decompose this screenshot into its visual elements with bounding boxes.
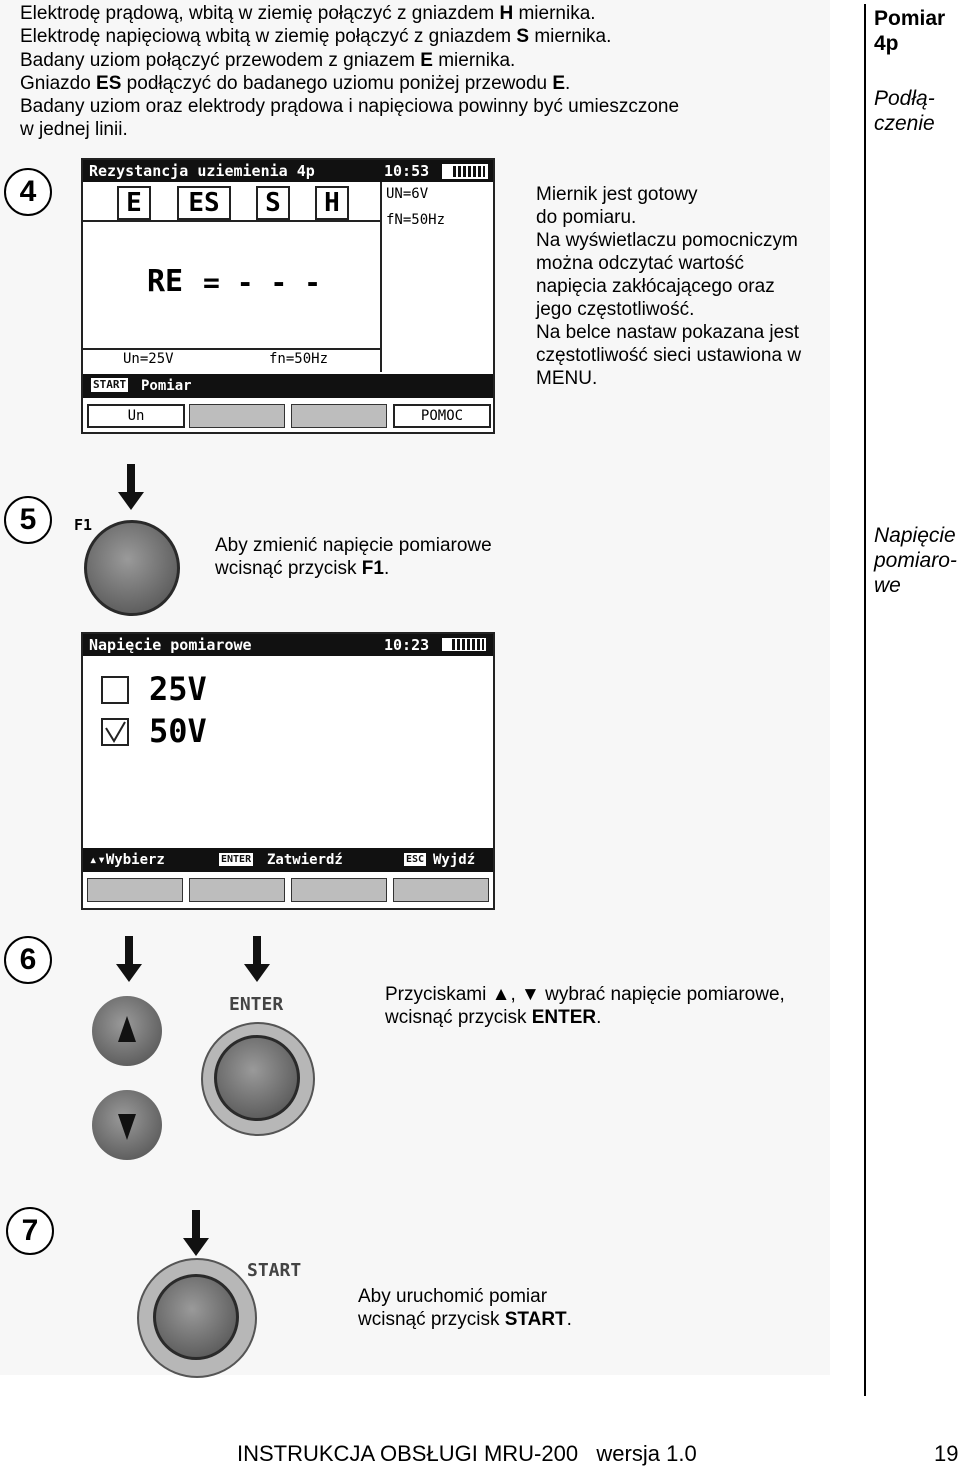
screen-2-title-bar: Napięcie pomiarowe — [83, 634, 386, 656]
interference-voltage-readout: UN=6V — [386, 186, 429, 202]
socket-h-indicator: H — [315, 186, 349, 220]
intro-line-5: Badany uziom oraz elektrody prądowa i napięciowa powinny być umieszczone — [20, 96, 680, 118]
function-key-1[interactable]: Un — [87, 404, 185, 428]
step-4-line-5: napięcia zakłócającego oraz — [536, 276, 775, 297]
hint-select: ▴▾Wybierz — [89, 852, 165, 868]
function-key-2[interactable] — [189, 404, 285, 428]
up-arrow-icon — [118, 1016, 136, 1042]
mains-frequency-setting: fn=50Hz — [269, 351, 329, 367]
socket-s-indicator: S — [256, 186, 290, 220]
up-triangle-icon: ▲ — [491, 984, 511, 1005]
start-hint-bar — [83, 374, 493, 398]
press-arrow-start-icon — [183, 1238, 209, 1256]
step-number-4: 4 — [4, 168, 52, 216]
enter-button-label: ENTER — [229, 994, 284, 1015]
socket-e-indicator: E — [117, 186, 151, 220]
hint-exit: Wyjdź — [433, 852, 476, 868]
down-triangle-icon: ▼ — [521, 984, 540, 1005]
start-button-label: START — [247, 1260, 302, 1281]
intro-line-4: Gniazdo ES podłączyć do badanego uziomu poniżej przewodu E. — [20, 72, 571, 94]
clock-time-2: 10:23 — [384, 636, 430, 654]
margin-divider — [864, 4, 866, 1396]
subsection-voltage-line-2: pomiaro- — [874, 549, 957, 572]
step-4-line-4: można odczytać wartość — [536, 253, 745, 274]
screen-2-status-bar — [380, 634, 493, 656]
battery-icon-2 — [442, 638, 486, 651]
hint-confirm: Zatwierdź — [267, 852, 343, 868]
esc-key-badge: ESC — [406, 854, 425, 865]
subsection-voltage-line-1: Napięcie — [874, 524, 956, 547]
start-hint-label: Pomiar — [141, 378, 192, 394]
intro-line-3: Badany uziom połączyć przewodem z gniazem E miernika. — [20, 49, 516, 71]
step-6-line-2: wcisnąć przycisk ENTER. — [385, 1007, 602, 1028]
step-4-line-7: Na belce nastaw pokazana jest — [536, 322, 799, 343]
section-title-line-2: 4p — [874, 32, 899, 55]
option-25v-checkbox[interactable] — [101, 676, 129, 704]
screen-divider — [380, 182, 382, 372]
intro-instructions — [20, 2, 820, 142]
screen-status-bar — [380, 160, 493, 182]
step-6-line-1: Przyciskami ▲, ▼ wybrać napięcie pomiarowe, — [385, 984, 785, 1005]
clock-time: 10:53 — [384, 162, 430, 180]
subsection-connection — [874, 86, 960, 136]
footer-title: INSTRUKCJA OBSŁUGI MRU-200 wersja 1.0 — [237, 1441, 697, 1466]
option-25v-label[interactable]: 25V — [149, 670, 207, 708]
step-4-description — [536, 183, 836, 390]
step-4-line-1: Miernik jest gotowy — [536, 184, 698, 205]
step-4-line-9: MENU. — [536, 368, 598, 389]
option-50v-label[interactable]: 50V — [149, 712, 207, 750]
step-5-description — [215, 534, 555, 580]
step-7-line-1: Aby uruchomić pomiar — [358, 1286, 548, 1307]
re-label: RE — [147, 264, 184, 299]
intro-line-2: Elektrodę napięciową wbitą w ziemię połączyć z gniazdem S miernika. — [20, 26, 612, 48]
intro-line-1: Elektrodę prądową, wbitą w ziemię połączyć z gniazdem H miernika. — [20, 3, 596, 24]
down-arrow-icon — [118, 1114, 136, 1140]
checkmark-icon — [103, 720, 127, 744]
section-title — [874, 6, 960, 56]
press-arrow-f1-shaft — [127, 464, 135, 494]
function-key-2-1[interactable] — [87, 878, 183, 902]
step-4-line-8: częstotliwość sieci ustawiona w — [536, 345, 802, 366]
f1-key-label: F1 — [74, 516, 93, 534]
intro-line-6: w jednej linii. — [20, 119, 128, 141]
down-button[interactable] — [92, 1090, 162, 1160]
interference-frequency-readout: fN=50Hz — [386, 212, 446, 228]
press-arrow-f1-icon — [118, 492, 144, 510]
press-arrow-updown-shaft — [125, 936, 133, 966]
step-7-line-2: wcisnąć przycisk START. — [358, 1309, 572, 1330]
step-4-line-6: jego częstotliwość. — [536, 299, 695, 320]
meter-screen-earth-resistance — [81, 158, 495, 434]
socket-row-divider — [83, 220, 380, 222]
settings-divider — [83, 348, 380, 350]
step-number-5: 5 — [4, 496, 52, 544]
step-number-7: 7 — [6, 1207, 54, 1255]
step-4-line-2: do pomiaru. — [536, 207, 637, 228]
step-6-description — [385, 983, 845, 1029]
function-key-2-2[interactable] — [189, 878, 285, 902]
test-voltage-setting: Un=25V — [123, 351, 174, 367]
subsection-connection-line-1: Podłą- — [874, 87, 935, 110]
press-arrow-start-shaft — [192, 1210, 200, 1240]
enter-button[interactable] — [214, 1035, 300, 1121]
step-7-description — [358, 1285, 698, 1331]
option-50v-checkbox[interactable] — [101, 718, 129, 746]
section-title-line-1: Pomiar — [874, 7, 946, 30]
start-key-badge: START — [93, 378, 127, 391]
step-5-line-1: Aby zmienić napięcie pomiarowe — [215, 535, 492, 556]
press-arrow-enter-icon — [244, 964, 270, 982]
re-value: = - - - — [203, 266, 322, 299]
enter-key-badge: ENTER — [221, 854, 252, 865]
function-key-3[interactable] — [291, 404, 387, 428]
socket-es-indicator: ES — [177, 186, 231, 220]
function-key-2-3[interactable] — [291, 878, 387, 902]
f1-button[interactable] — [84, 520, 180, 616]
step-4-line-3: Na wyświetlaczu pomocniczym — [536, 230, 798, 251]
subsection-connection-line-2: czenie — [874, 112, 935, 135]
function-key-2-4[interactable] — [393, 878, 489, 902]
battery-icon — [442, 164, 488, 179]
up-button[interactable] — [92, 996, 162, 1066]
subsection-voltage-line-3: we — [874, 574, 901, 597]
start-button[interactable] — [153, 1274, 239, 1360]
screen-title-bar: Rezystancja uziemienia 4p — [83, 160, 386, 182]
page-number: 19 — [934, 1441, 959, 1466]
screen-2-hint-bar — [83, 848, 493, 872]
press-arrow-updown-icon — [116, 964, 142, 982]
function-key-4[interactable]: POMOC — [393, 404, 491, 428]
subsection-test-voltage — [874, 523, 960, 598]
step-5-line-2: wcisnąć przycisk F1. — [215, 558, 390, 579]
step-number-6: 6 — [4, 936, 52, 984]
press-arrow-enter-shaft — [253, 936, 261, 966]
meter-screen-test-voltage — [81, 632, 495, 910]
